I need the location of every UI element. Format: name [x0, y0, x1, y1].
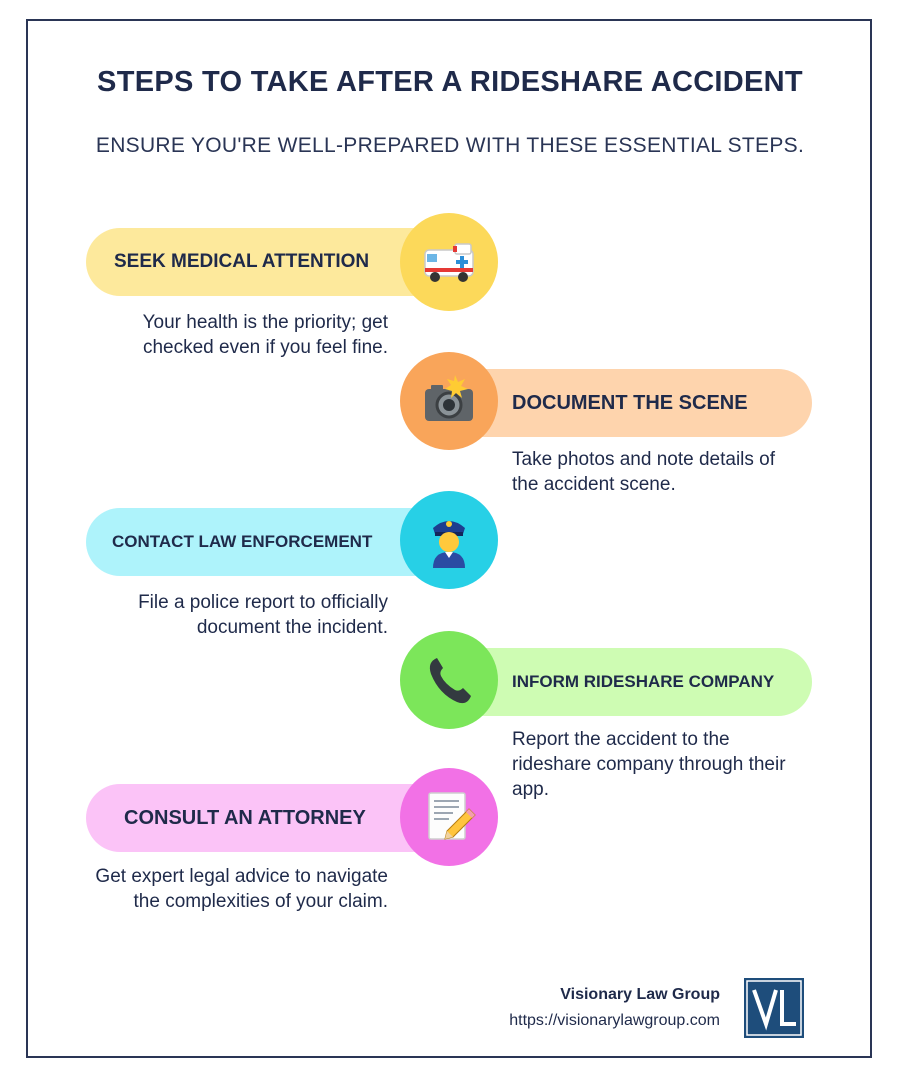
- step-circle-inform-rideshare: [400, 631, 498, 729]
- step-description: Your health is the priority; get checked even if you feel fine.: [142, 312, 388, 358]
- step-description: Take photos and note details of the accident scene.: [512, 449, 776, 495]
- step-pill-inform-rideshare: [450, 648, 812, 716]
- page-subtitle: ENSURE YOU'RE WELL-PREPARED WITH THESE ESSENTIAL STEPS.: [95, 134, 805, 157]
- step-label: INFORM RIDESHARE COMPANY: [512, 672, 775, 691]
- step-circle-seek-medical: [400, 213, 498, 311]
- ambulance-icon: [419, 232, 479, 292]
- police-officer-icon: [419, 510, 479, 570]
- step-description: Get expert legal advice to navigate the complexities of your claim.: [95, 866, 388, 912]
- step-circle-document-scene: [400, 352, 498, 450]
- brand-name: Visionary Law Group: [560, 986, 720, 1003]
- step-label: CONTACT LAW ENFORCEMENT: [112, 532, 373, 551]
- memo-pencil-icon: [419, 787, 479, 847]
- step-pill-document-scene: [450, 369, 812, 437]
- step-pill-seek-medical: [86, 228, 446, 296]
- step-label: SEEK MEDICAL ATTENTION: [114, 251, 370, 272]
- step-label: CONSULT AN ATTORNEY: [124, 806, 366, 829]
- step-pill-contact-law: [86, 508, 446, 576]
- page-title: STEPS TO TAKE AFTER A RIDESHARE ACCIDENT: [97, 66, 803, 98]
- brand-logo: [744, 978, 804, 1038]
- step-description: Report the accident to the rideshare company through their app.: [512, 729, 786, 800]
- step-description: File a police report to officially document the incident.: [138, 592, 388, 638]
- step-label: DOCUMENT THE SCENE: [512, 391, 748, 414]
- telephone-icon: [419, 650, 479, 710]
- step-circle-consult-attorney: [400, 768, 498, 866]
- step-circle-contact-law: [400, 491, 498, 589]
- camera-flash-icon: [419, 371, 479, 431]
- brand-url-link[interactable]: https://visionarylawgroup.com: [509, 1012, 720, 1029]
- step-pill-consult-attorney: [86, 784, 446, 852]
